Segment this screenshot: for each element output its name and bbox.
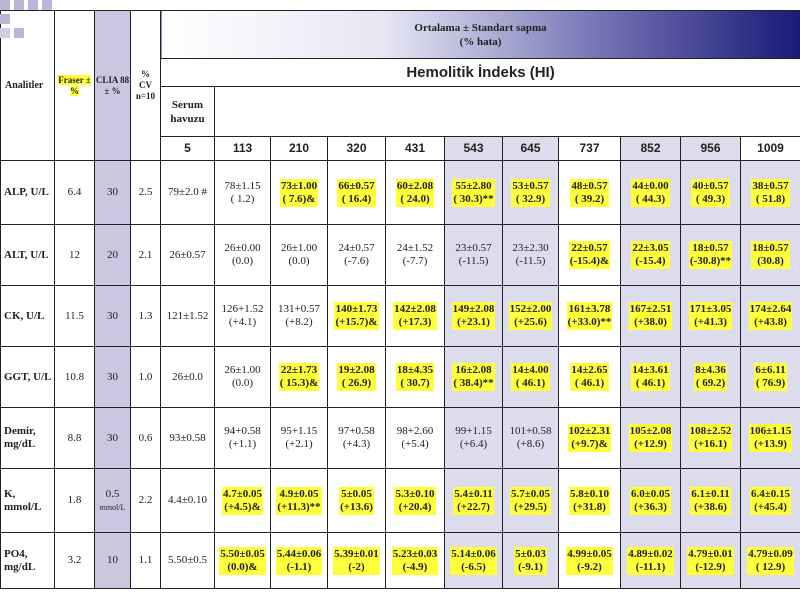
percent-error: (+9.7)& bbox=[571, 438, 608, 450]
hi-result-cell bbox=[328, 347, 386, 408]
percent-error: (0.0) bbox=[231, 377, 254, 389]
percent-error: (-12.9) bbox=[695, 560, 726, 573]
percent-error: (+8.2) bbox=[285, 316, 313, 328]
hi-result-cell bbox=[271, 347, 328, 408]
hi-result-cell bbox=[386, 408, 445, 469]
mean-sd: 4.9±0.05 bbox=[279, 487, 319, 500]
mean-sd: 44±0.00 bbox=[632, 179, 669, 192]
mean-sd: 16±2.08 bbox=[455, 364, 492, 376]
hi-result-cell bbox=[271, 225, 328, 286]
mean-sd: 55±2.80 bbox=[455, 179, 492, 192]
clia-value bbox=[95, 161, 131, 225]
hi-result-cell bbox=[559, 161, 621, 225]
mean-sd: 161±3.78 bbox=[568, 303, 611, 315]
table-row bbox=[1, 469, 800, 533]
hi-result-cell bbox=[503, 469, 559, 533]
mean-sd: 22±0.57 bbox=[571, 242, 608, 254]
percent-error: (-11.5) bbox=[458, 255, 489, 267]
percent-error: (-15.4) bbox=[635, 255, 666, 267]
percent-error: (-11.5) bbox=[515, 255, 546, 267]
percent-error: ( 15.3)& bbox=[279, 377, 319, 389]
mean-sd: 5.4±0.11 bbox=[454, 487, 493, 500]
percent-error: ( 12.9) bbox=[755, 560, 786, 573]
percent-error: (0.0) bbox=[231, 255, 254, 267]
percent-error: (+38.6) bbox=[694, 500, 727, 513]
cv-value: 1.1 bbox=[131, 533, 161, 589]
hi-result-cell bbox=[741, 161, 800, 225]
percent-error: (+12.9) bbox=[634, 438, 667, 450]
mean-sd: 94+0.58 bbox=[224, 425, 261, 437]
mean-sd: 101+0.58 bbox=[509, 425, 552, 437]
analyte-name: CK, U/L bbox=[1, 286, 55, 347]
hi-result-cell bbox=[503, 225, 559, 286]
percent-error: (-6.5) bbox=[461, 560, 486, 573]
mean-sd: 5.44±0.06 bbox=[276, 547, 322, 560]
table-row bbox=[1, 286, 800, 347]
hi-result-cell bbox=[328, 408, 386, 469]
fraser-value: 12 bbox=[55, 225, 95, 286]
cv-header: % CV n=10 bbox=[131, 11, 161, 161]
mean-sd: 24±0.57 bbox=[338, 242, 375, 254]
serum-pool-value: 79±2.0 # bbox=[161, 161, 215, 225]
hi-result-cell bbox=[741, 533, 800, 589]
hi-result-cell bbox=[621, 408, 681, 469]
hi-result-cell bbox=[215, 286, 271, 347]
hi-value-1: 113 bbox=[215, 137, 271, 161]
mean-sd: 38±0.57 bbox=[752, 179, 789, 192]
analyte-name: GGT, U/L bbox=[1, 347, 55, 408]
percent-error: (+5.4) bbox=[401, 438, 429, 450]
hi-result-cell bbox=[503, 286, 559, 347]
percent-error: (-2) bbox=[348, 560, 365, 573]
mean-sd-band: Ortalama ± Standart sapma (% hata) bbox=[161, 11, 800, 59]
mean-sd: 53±0.57 bbox=[512, 179, 549, 192]
mean-sd: 66±0.57 bbox=[338, 179, 375, 192]
percent-error: (-9.2) bbox=[577, 560, 602, 573]
table-row bbox=[1, 533, 800, 589]
percent-error: (0.0) bbox=[288, 255, 310, 267]
hi-result-cell bbox=[215, 408, 271, 469]
mean-sd: 8±4.36 bbox=[695, 364, 726, 376]
percent-error: (-7.6) bbox=[344, 255, 369, 267]
mean-sd: 5.3±0.10 bbox=[395, 487, 435, 500]
clia-value bbox=[95, 347, 131, 408]
clia-number: 30 bbox=[107, 309, 118, 322]
clia-value bbox=[95, 225, 131, 286]
clia-number: 0.5 bbox=[105, 487, 120, 500]
percent-error: ( 46.1) bbox=[515, 377, 546, 389]
mean-sd: 24±1.52 bbox=[396, 242, 434, 254]
percent-error: (+13.6) bbox=[340, 500, 373, 513]
analyte-name: Demir, mg/dL bbox=[1, 408, 55, 469]
hi-result-cell bbox=[271, 286, 328, 347]
mean-sd: 5.14±0.06 bbox=[451, 547, 496, 560]
percent-error: ( 7.6)& bbox=[282, 192, 316, 205]
hi-result-cell bbox=[445, 161, 503, 225]
cv-value: 0.6 bbox=[131, 408, 161, 469]
percent-error: (30.8) bbox=[757, 255, 784, 267]
hi-result-cell bbox=[215, 347, 271, 408]
mean-sd: 18±0.57 bbox=[752, 242, 789, 254]
percent-error: (+6.4) bbox=[459, 438, 488, 450]
mean-sd: 4.99±0.05 bbox=[567, 547, 612, 560]
mean-sd: 18±4.35 bbox=[396, 364, 434, 376]
percent-error: ( 69.2) bbox=[695, 377, 726, 389]
mean-sd: 4.79±0.01 bbox=[688, 547, 733, 560]
hemolysis-table bbox=[0, 10, 800, 589]
serum-pool-value: 26±0.57 bbox=[161, 225, 215, 286]
hi-result-cell bbox=[741, 286, 800, 347]
mean-sd: 5±0.03 bbox=[515, 547, 546, 560]
table-row bbox=[1, 408, 800, 469]
percent-error: (+31.8) bbox=[573, 500, 606, 513]
hi-result-cell bbox=[621, 347, 681, 408]
mean-sd: 102±2.31 bbox=[568, 425, 611, 437]
percent-error: (-15.4)& bbox=[569, 255, 610, 267]
cv-value: 2.1 bbox=[131, 225, 161, 286]
clia-number: 30 bbox=[107, 186, 118, 198]
hi-result-cell bbox=[681, 408, 741, 469]
hi-result-cell bbox=[681, 533, 741, 589]
percent-error: (+41.3) bbox=[694, 316, 727, 328]
mean-sd: 99+1.15 bbox=[455, 425, 492, 437]
mean-sd: 4.89±0.02 bbox=[628, 547, 673, 560]
table-row bbox=[1, 161, 800, 225]
mean-sd: 152±2.00 bbox=[509, 303, 552, 315]
hi-result-cell bbox=[386, 286, 445, 347]
clia-value bbox=[95, 533, 131, 589]
percent-error: (+38.0) bbox=[634, 316, 667, 328]
clia-number: 30 bbox=[107, 370, 118, 383]
hi-value-10: 1009 bbox=[741, 137, 800, 161]
hi-value-8: 852 bbox=[621, 137, 681, 161]
percent-error: (+29.5) bbox=[514, 500, 547, 513]
mean-sd: 174±2.64 bbox=[749, 303, 792, 315]
hi-result-cell bbox=[681, 286, 741, 347]
fraser-value: 10.8 bbox=[55, 347, 95, 408]
hi-result-cell bbox=[503, 161, 559, 225]
hi-result-cell bbox=[445, 533, 503, 589]
hi-value-2: 210 bbox=[271, 137, 328, 161]
clia-unit: mmol/L bbox=[99, 502, 126, 512]
hi-result-cell bbox=[445, 286, 503, 347]
clia-value bbox=[95, 286, 131, 347]
hi-result-cell bbox=[621, 161, 681, 225]
percent-error: ( 46.1) bbox=[635, 377, 666, 389]
percent-error: (-9.1) bbox=[518, 560, 543, 573]
fraser-value: 3.2 bbox=[55, 533, 95, 589]
mean-sd: 140±1.73 bbox=[335, 303, 378, 315]
hi-result-cell bbox=[741, 347, 800, 408]
mean-sd: 149±2.08 bbox=[452, 303, 495, 315]
cv-value: 2.2 bbox=[131, 469, 161, 533]
mean-sd: 60±2.08 bbox=[396, 179, 434, 192]
clia-number: 10 bbox=[107, 554, 118, 566]
hi-result-cell bbox=[681, 225, 741, 286]
hi-result-cell bbox=[559, 347, 621, 408]
percent-error: (-30.8)** bbox=[689, 255, 732, 267]
percent-error: (+11.3)** bbox=[277, 500, 321, 513]
mean-sd: 98+2.60 bbox=[396, 425, 434, 437]
hi-result-cell bbox=[503, 408, 559, 469]
mean-sd: 171±3.05 bbox=[689, 303, 732, 315]
mean-sd: 18±0.57 bbox=[692, 242, 729, 254]
hi-result-cell bbox=[386, 347, 445, 408]
cv-value: 1.0 bbox=[131, 347, 161, 408]
mean-sd: 26±0.00 bbox=[224, 242, 261, 254]
corner-decoration bbox=[0, 0, 62, 48]
table-row bbox=[1, 225, 800, 286]
mean-sd: 105±2.08 bbox=[629, 425, 672, 437]
percent-error: ( 38.4)** bbox=[453, 377, 494, 389]
fraser-value: 11.5 bbox=[55, 286, 95, 347]
percent-error: ( 49.3) bbox=[695, 192, 726, 205]
serum-pool-value: 4.4±0.10 bbox=[161, 469, 215, 533]
mean-sd: 6.1±0.11 bbox=[691, 487, 730, 500]
analytes-header: Analitler bbox=[1, 11, 55, 161]
clia-header: CLIA 88 ± % bbox=[95, 11, 131, 161]
hi-value-5: 543 bbox=[445, 137, 503, 161]
hi-result-cell bbox=[328, 225, 386, 286]
mean-sd: 6.4±0.15 bbox=[750, 487, 791, 500]
hi-result-cell bbox=[681, 469, 741, 533]
table-row bbox=[1, 347, 800, 408]
serum-pool-value: 5.50±0.5 bbox=[161, 533, 215, 589]
hi-result-cell bbox=[271, 408, 328, 469]
mean-sd: 131+0.57 bbox=[278, 303, 320, 315]
analyte-name: K, mmol/L bbox=[1, 469, 55, 533]
fraser-value: 1.8 bbox=[55, 469, 95, 533]
clia-value bbox=[95, 469, 131, 533]
hi-value-4: 431 bbox=[386, 137, 445, 161]
mean-sd: 167±2.51 bbox=[629, 303, 672, 315]
percent-error: (-1.1) bbox=[286, 560, 312, 573]
mean-sd: 14±2.65 bbox=[571, 364, 608, 376]
percent-error: ( 39.2) bbox=[574, 192, 605, 205]
hi-result-cell bbox=[503, 347, 559, 408]
hi-result-cell bbox=[559, 533, 621, 589]
percent-error: ( 44.3) bbox=[635, 192, 666, 205]
mean-sd: 126+1.52 bbox=[221, 303, 264, 315]
hi-value-9: 956 bbox=[681, 137, 741, 161]
hi-result-cell bbox=[271, 469, 328, 533]
percent-error: (+2.1) bbox=[285, 438, 313, 450]
mean-sd: 5.39±0.01 bbox=[334, 547, 379, 560]
percent-error: (+17.3) bbox=[398, 316, 432, 328]
mean-sd: 5.7±0.05 bbox=[510, 487, 551, 500]
mean-sd: 78±1.15 bbox=[224, 179, 261, 192]
percent-error: ( 24.0) bbox=[400, 192, 430, 205]
mean-sd: 26±1.00 bbox=[280, 242, 318, 254]
mean-sd: 6±6.11 bbox=[755, 364, 786, 376]
hi-result-cell bbox=[741, 225, 800, 286]
clia-value bbox=[95, 408, 131, 469]
hi-result-cell bbox=[621, 225, 681, 286]
mean-sd: 6.0±0.05 bbox=[630, 487, 671, 500]
hi-result-cell bbox=[559, 408, 621, 469]
hi-result-cell bbox=[445, 225, 503, 286]
hi-result-cell bbox=[271, 161, 328, 225]
hi-value-7: 737 bbox=[559, 137, 621, 161]
percent-error: (+25.6) bbox=[514, 316, 547, 328]
serum-pool-value: 26±0.0 bbox=[161, 347, 215, 408]
percent-error: ( 51.8) bbox=[755, 192, 786, 205]
clia-number: 20 bbox=[107, 248, 118, 261]
percent-error: ( 32.9) bbox=[515, 192, 546, 205]
mean-sd: 19±2.08 bbox=[338, 364, 375, 376]
hi-result-cell bbox=[445, 347, 503, 408]
percent-error: (+22.7) bbox=[457, 500, 490, 513]
percent-error: (+20.4) bbox=[398, 500, 432, 513]
serum-pool-value: 93±0.58 bbox=[161, 408, 215, 469]
hi-result-cell bbox=[328, 286, 386, 347]
clia-number: 30 bbox=[107, 431, 118, 444]
percent-error: (+36.3) bbox=[634, 500, 667, 513]
mean-sd: 23±0.57 bbox=[455, 242, 492, 254]
hi-result-cell bbox=[621, 286, 681, 347]
mean-sd: 22±3.05 bbox=[632, 242, 669, 254]
fraser-value: 6.4 bbox=[55, 161, 95, 225]
hi-value-6: 645 bbox=[503, 137, 559, 161]
mean-sd: 95+1.15 bbox=[280, 425, 318, 437]
fraser-value: 8.8 bbox=[55, 408, 95, 469]
percent-error: (-11.1) bbox=[635, 560, 666, 573]
mean-sd: 4.79±0.09 bbox=[748, 547, 793, 560]
hi-result-cell bbox=[741, 469, 800, 533]
percent-error: (-7.7) bbox=[402, 255, 428, 267]
mean-sd: 14±4.00 bbox=[512, 364, 549, 376]
hi-value-3: 320 bbox=[328, 137, 386, 161]
mean-sd: 5.50±0.05 bbox=[220, 547, 265, 560]
hi-result-cell bbox=[328, 161, 386, 225]
percent-error: (+16.1) bbox=[694, 438, 727, 450]
hi-result-cell bbox=[445, 408, 503, 469]
percent-error: (+33.0)** bbox=[567, 316, 612, 328]
mean-sd: 4.7±0.05 bbox=[222, 487, 263, 500]
percent-error: (+8.6) bbox=[516, 438, 545, 450]
mean-sd: 23±2.30 bbox=[512, 242, 549, 254]
header-blank bbox=[215, 87, 800, 137]
hi-result-cell bbox=[386, 161, 445, 225]
hemolitik-index-title: Hemolitik İndeks (HI) bbox=[161, 59, 800, 87]
mean-sd: 14±3.61 bbox=[632, 364, 669, 376]
hi-result-cell bbox=[681, 347, 741, 408]
mean-sd: 142±2.08 bbox=[394, 303, 436, 315]
percent-error: ( 26.9) bbox=[341, 377, 372, 389]
percent-error: (+23.1) bbox=[457, 316, 490, 328]
serum-pool-label: Serum havuzu bbox=[161, 87, 215, 137]
mean-sd: 73±1.00 bbox=[280, 179, 318, 192]
fraser-header: Fraser ±% bbox=[55, 11, 95, 161]
percent-error: ( 76.9) bbox=[755, 377, 786, 389]
percent-error: (+15.7)& bbox=[335, 316, 378, 328]
hi-result-cell bbox=[741, 408, 800, 469]
percent-error: (+43.8) bbox=[754, 316, 787, 328]
percent-error: ( 46.1) bbox=[574, 377, 605, 389]
percent-error: (+45.4) bbox=[754, 500, 787, 513]
hi-result-cell bbox=[386, 533, 445, 589]
hi-result-cell bbox=[271, 533, 328, 589]
percent-error: (+1.1) bbox=[228, 438, 257, 450]
percent-error: (-4.9) bbox=[402, 560, 428, 573]
percent-error: ( 30.3)** bbox=[453, 192, 494, 205]
percent-error: (+4.1) bbox=[228, 316, 257, 328]
mean-sd: 22±1.73 bbox=[280, 364, 318, 376]
hi-result-cell bbox=[681, 161, 741, 225]
hi-result-cell bbox=[215, 469, 271, 533]
mean-sd: 108±2.52 bbox=[689, 425, 732, 437]
cv-value: 2.5 bbox=[131, 161, 161, 225]
hi-result-cell bbox=[328, 469, 386, 533]
hi-result-cell bbox=[215, 533, 271, 589]
hi-result-cell bbox=[621, 533, 681, 589]
hi-result-cell bbox=[621, 469, 681, 533]
hi-result-cell bbox=[559, 469, 621, 533]
analyte-name: PO4, mg/dL bbox=[1, 533, 55, 589]
percent-error: (+4.3) bbox=[342, 438, 371, 450]
hi-result-cell bbox=[386, 469, 445, 533]
hi-result-cell bbox=[386, 225, 445, 286]
percent-error: (+4.5)& bbox=[224, 500, 261, 513]
mean-sd: 106±1.15 bbox=[749, 425, 792, 437]
hi-result-cell bbox=[503, 533, 559, 589]
hi-result-cell bbox=[215, 161, 271, 225]
mean-sd: 5.8±0.10 bbox=[569, 487, 610, 500]
percent-error: ( 30.7) bbox=[400, 377, 430, 389]
hi-result-cell bbox=[215, 225, 271, 286]
serum-pool-value: 121±1.52 bbox=[161, 286, 215, 347]
mean-sd: 97+0.58 bbox=[338, 425, 375, 437]
hi-result-cell bbox=[445, 469, 503, 533]
percent-error: ( 1.2) bbox=[230, 192, 255, 205]
percent-error: (+13.9) bbox=[754, 438, 787, 450]
mean-sd: 5±0.05 bbox=[341, 487, 372, 500]
analyte-name: ALP, U/L bbox=[1, 161, 55, 225]
hi-result-cell bbox=[559, 286, 621, 347]
percent-error: ( 16.4) bbox=[341, 192, 372, 205]
cv-value: 1.3 bbox=[131, 286, 161, 347]
mean-sd: 5.23±0.03 bbox=[392, 547, 438, 560]
percent-error: (0.0)& bbox=[227, 560, 258, 573]
analyte-name: ALT, U/L bbox=[1, 225, 55, 286]
hi-value-0: 5 bbox=[161, 137, 215, 161]
hi-result-cell bbox=[328, 533, 386, 589]
hi-result-cell bbox=[559, 225, 621, 286]
mean-sd: 26±1.00 bbox=[224, 364, 261, 376]
mean-sd: 48±0.57 bbox=[571, 179, 608, 192]
mean-sd: 40±0.57 bbox=[692, 179, 729, 192]
